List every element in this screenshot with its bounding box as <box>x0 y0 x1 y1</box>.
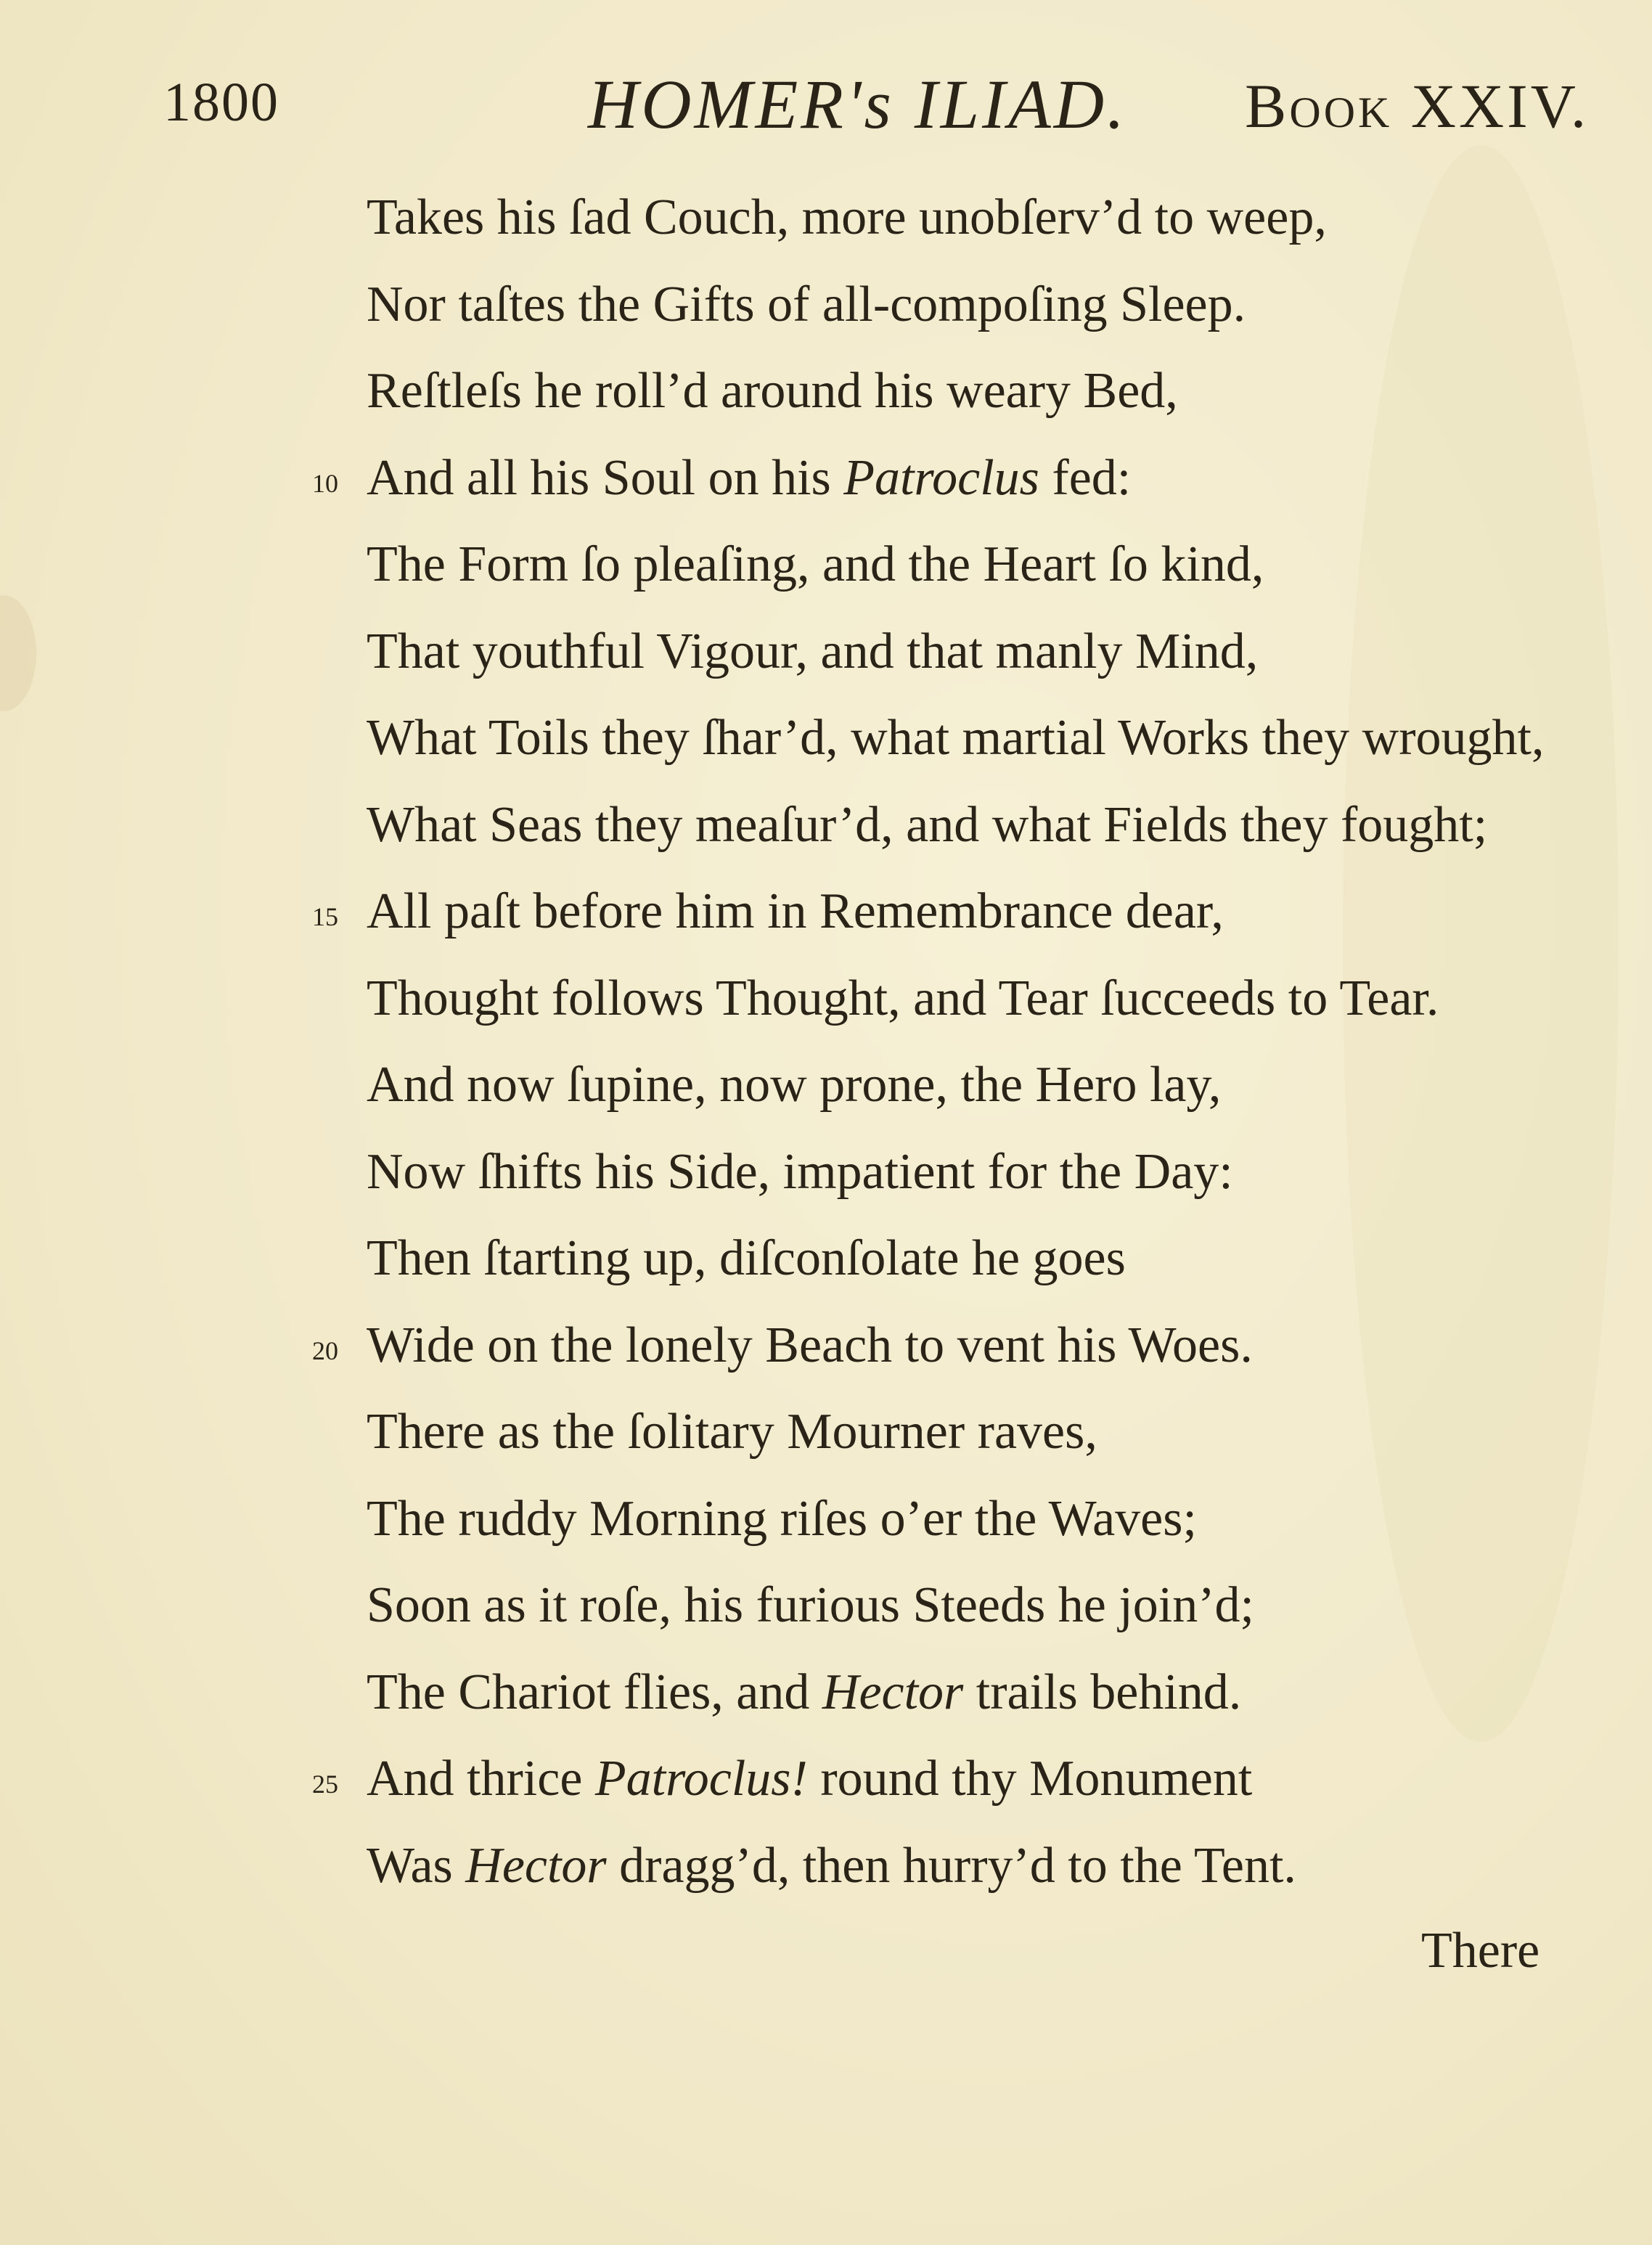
verse-text-roman: Wide on the lonely Beach to vent his Woes. <box>367 1317 1253 1373</box>
verse-text-roman: All paſt before him in Remembrance dear, <box>367 883 1224 939</box>
verse-text <box>367 450 1131 506</box>
verse-text <box>367 189 1327 245</box>
verse-line <box>367 695 1637 782</box>
verse-line <box>367 1823 1637 1910</box>
verse-text-italic-name: Patroclus <box>843 449 1039 506</box>
verse-text-roman: The Chariot flies, and <box>367 1664 822 1720</box>
verse-line <box>367 955 1637 1042</box>
verse-line <box>367 521 1637 608</box>
verse-text <box>367 1838 1296 1894</box>
verse-text-italic-name: Patroclus! <box>594 1751 808 1807</box>
verse-text-roman: The ruddy Morning riſes o’er the Waves; <box>367 1490 1197 1547</box>
verse-text-roman: There as the ſolitary Mourner raves, <box>367 1404 1097 1460</box>
verse-text <box>367 1144 1233 1200</box>
verse-line <box>367 174 1637 261</box>
verse-text-roman: Nor taſtes the Gifts of all-compoſing Sleep. <box>367 276 1246 332</box>
verse-line <box>367 1129 1637 1216</box>
verse-text-roman-tail: fed: <box>1039 449 1132 506</box>
catchword: There <box>1421 1923 1540 1979</box>
verse-text-roman: The Form ſo pleaſing, and the Heart ſo kind, <box>367 536 1264 592</box>
verse-text <box>367 1664 1241 1720</box>
line-number: 20 <box>312 1336 338 1365</box>
verse-line <box>367 1215 1637 1302</box>
verse-text-roman-tail: dragg’d, then hurry’d to the Tent. <box>606 1837 1296 1894</box>
verse-text <box>367 970 1439 1026</box>
verse-line <box>312 1735 1637 1823</box>
verse-text-italic-name: Hector <box>822 1664 964 1720</box>
verse-line <box>367 1042 1637 1129</box>
verse-text <box>367 1491 1197 1547</box>
verse-text-roman-tail: trails behind. <box>963 1664 1242 1720</box>
verse-text-roman: And now ſupine, now prone, the Hero lay, <box>367 1057 1222 1113</box>
verse-text-roman: Takes his ſad Couch, more unobſerv’d to weep, <box>367 189 1327 245</box>
verse-text <box>367 623 1258 679</box>
verse-line <box>367 1476 1637 1563</box>
verse-text <box>367 536 1264 592</box>
verse-text <box>367 797 1487 853</box>
verse-text <box>367 1577 1254 1633</box>
line-number: 10 <box>312 468 338 498</box>
verse-text-roman: That youthful Vigour, and that manly Mind, <box>367 623 1259 679</box>
verse-text-roman: Was <box>367 1837 466 1894</box>
verse-line <box>367 348 1637 435</box>
page-number: 1800 <box>163 72 279 133</box>
running-header <box>0 64 1652 144</box>
verse-text-roman: What Seas they meaſur’d, and what Fields they fought; <box>367 796 1488 853</box>
verse-text-roman: Then ſtarting up, diſconſolate he goes <box>367 1230 1126 1286</box>
verse-line <box>367 782 1637 869</box>
verse-text <box>367 710 1544 766</box>
verse-line <box>367 1562 1637 1649</box>
verse-text-roman: Soon as it roſe, his furious Steeds he join’d; <box>367 1577 1254 1633</box>
verse-text <box>367 883 1224 939</box>
verse-text <box>367 363 1178 419</box>
verse-line <box>312 1302 1637 1389</box>
verse-text <box>367 1317 1253 1373</box>
verse-line <box>367 1389 1637 1476</box>
verse-text <box>367 1230 1126 1286</box>
verse-text <box>367 1057 1221 1113</box>
verse-line <box>312 868 1637 955</box>
verse-text-roman: Now ſhifts his Side, impatient for the Day: <box>367 1143 1233 1200</box>
verse-text-italic-name: Hector <box>465 1837 607 1894</box>
verse-text-roman: What Toils they ſhar’d, what martial Works they wrought, <box>367 710 1545 766</box>
book-label: Book XXIV. <box>1245 71 1590 141</box>
running-title: HOMER's ILIAD. <box>588 65 1128 143</box>
verse-line <box>367 608 1637 695</box>
verse-text-roman: Thought follows Thought, and Tear ſucceeds to Tear. <box>367 970 1439 1026</box>
verse-text-roman: Reſtleſs he roll’d around his weary Bed, <box>367 363 1178 419</box>
paper-stain <box>0 595 36 711</box>
verse-block <box>312 174 1637 1909</box>
verse-text <box>367 277 1246 332</box>
verse-text-roman: And all his Soul on his <box>367 449 844 506</box>
verse-text-roman: And thrice <box>367 1751 595 1807</box>
verse-line <box>367 1649 1637 1736</box>
line-number: 15 <box>312 902 338 931</box>
verse-text-roman-tail: round thy Monument <box>807 1751 1253 1807</box>
line-number: 25 <box>312 1770 338 1799</box>
verse-line <box>312 435 1637 522</box>
verse-line <box>367 261 1637 348</box>
verse-text <box>367 1404 1097 1460</box>
verse-text <box>367 1751 1252 1807</box>
